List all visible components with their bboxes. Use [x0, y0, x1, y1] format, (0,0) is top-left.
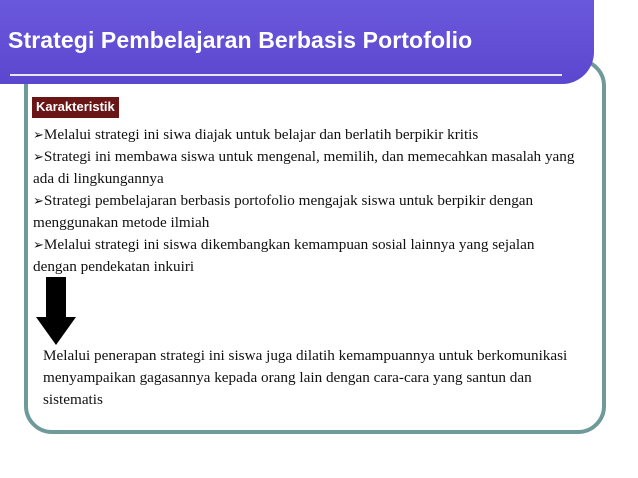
arrow-bullet-icon: ➢	[33, 149, 44, 164]
list-item	[33, 146, 581, 190]
slide-title: Strategi Pembelajaran Berbasis Portofolio	[8, 27, 473, 53]
title-bar	[0, 0, 594, 84]
title-underline	[10, 74, 562, 76]
list-item-text: Strategi ini membawa siswa untuk mengenal, memilih, dan memecahkan masalah yang ada di lingkungannya	[33, 148, 575, 187]
arrow-bullet-icon: ➢	[33, 237, 44, 252]
list-item	[33, 190, 581, 234]
list-item	[33, 234, 581, 278]
arrow-bullet-icon: ➢	[33, 193, 44, 208]
down-arrow-icon	[36, 277, 76, 345]
list-item-text: Melalui strategi ini siwa diajak untuk belajar dan berlatih berpikir kritis	[43, 126, 479, 143]
characteristics-list	[33, 124, 581, 278]
list-item-text: Melalui strategi ini siswa dikembangkan kemampuan sosial lainnya yang sejalan dengan pendekatan inkuiri	[33, 236, 535, 275]
arrow-bullet-icon: ➢	[33, 127, 44, 142]
section-label: Karakteristik	[32, 97, 119, 118]
list-item-text: Strategi pembelajaran berbasis portofolio mengajak siswa untuk berpikir dengan menggunakan metode ilmiah	[33, 192, 534, 231]
conclusion-text: Melalui penerapan strategi ini siswa juga dilatih kemampuannya untuk berkomunikasi menyampaikan gagasannya kepada orang lain dengan cara-cara yang santun dan sistematis	[43, 347, 568, 408]
list-item	[33, 124, 581, 146]
